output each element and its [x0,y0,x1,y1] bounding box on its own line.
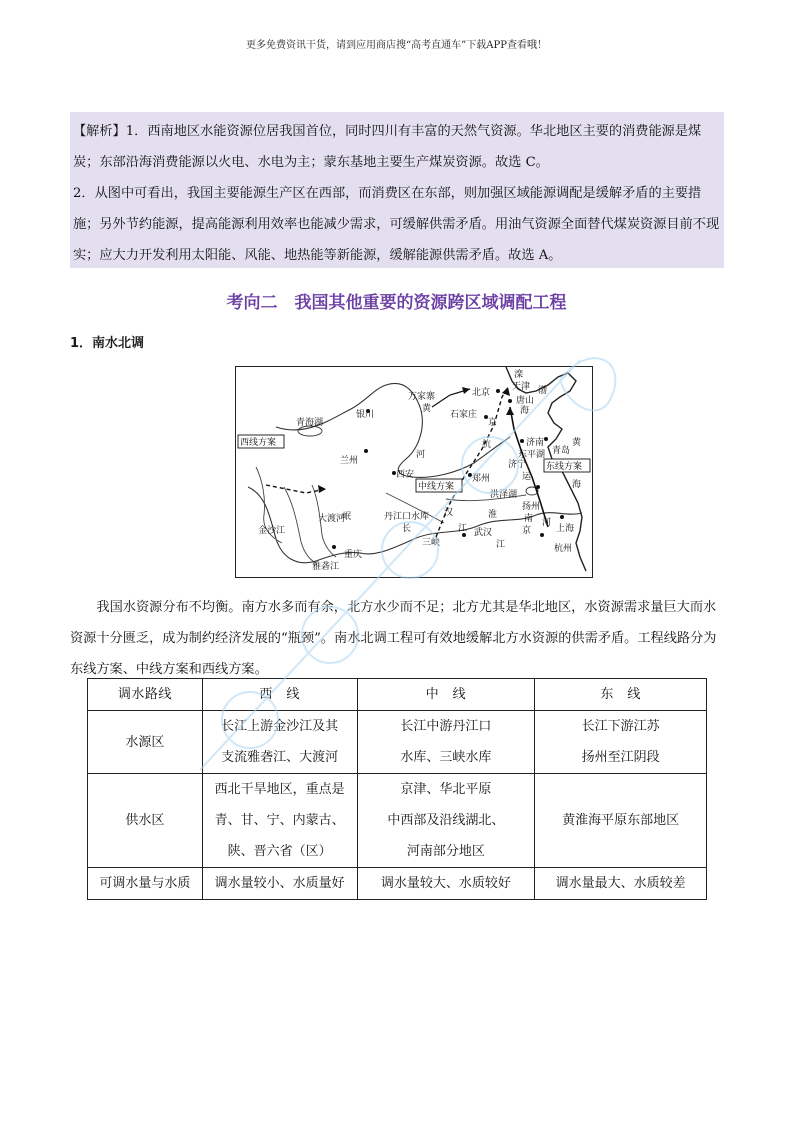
label-jiang: 江 [458,524,468,534]
cell-line: 青、甘、宁、内蒙古、 [214,813,345,828]
label-jing2: 京 [522,526,532,536]
label-yalongjiang: 雅砻江 [312,562,340,572]
label-qingdao: 青岛 [552,446,571,456]
cell-line: 长江上游金沙江及其 [221,719,339,734]
row-label: 水源区 [88,711,203,774]
label-yinchuan: 银川 [356,410,375,420]
west-route-arrow [318,485,326,493]
label-hai-east: 海 [572,480,582,490]
cell-line: 扬州至江阴段 [581,750,660,765]
label-shanghai: 上海 [556,524,575,534]
table-row [88,711,707,774]
cell-middle [357,868,535,900]
label-huai: 淮 [488,510,498,520]
label-hangzhou: 杭州 [554,544,573,554]
cell-line: 京津、华北平原 [400,782,492,797]
label-bo: 渤 [538,386,548,396]
label-jinan: 济南 [526,438,545,448]
label-nan: 南 [524,514,534,524]
table-row [88,774,707,868]
label-danjiangkou: 丹江口水库 [384,512,430,522]
label-huang-sea: 黄 [572,438,582,448]
label-han: 汉 [444,508,454,518]
header-middle: 中 线 [357,679,535,711]
label-tangshan: 唐山 [516,396,535,406]
cell-line: 调水量较小、水质量好 [214,876,345,891]
east-route-arrow [506,407,514,415]
label-beijing: 北京 [472,388,491,398]
label-qinghai-lake: 青海湖 [296,418,324,428]
cell-line: 陕、晋六省（区） [227,844,332,859]
cell-line: 调水量较大、水质较好 [380,876,511,891]
cell-line: 西北干旱地区，重点是 [214,782,345,797]
label-he-north: 河 [416,450,426,460]
cell-line: 中西部及沿线湖北、 [387,813,505,828]
top-banner: 更多免费资讯干货，请到应用商店搜“高考直通车”下载APP查看哦！ [246,40,547,51]
map-svg [236,367,592,577]
yalong-river [284,487,316,563]
label-dadu: 大渡河 [318,514,346,524]
label-chang: 长 [402,524,412,534]
label-sanxia: 三峡 [422,538,441,548]
cell-line: 黄淮海平原东部地区 [562,813,680,828]
label-jiang3: 江 [496,540,506,550]
section-title: 考向二 我国其他重要的资源跨区域调配工程 [226,293,567,313]
analysis-paragraph-1: 【解析】1．西南地区水能资源位居我国首位，同时四川有丰富的天然气资源。华北地区主要的消费能源是煤炭；东部沿海消费能源以火电、水电为主；蒙东基地主要生产煤炭资源。故选 C。 [73,124,702,170]
label-shijiazhuang: 石家庄 [450,410,478,420]
label-yun: 运 [522,472,532,482]
label-hongzehu: 洪泽湖 [490,490,518,500]
middle-route-arrow [502,387,510,396]
cell-east [535,711,707,774]
label-tianjin: 天津 [512,382,531,392]
cell-line: 调水量最大、水质较差 [555,876,686,891]
cell-middle [357,711,535,774]
cell-east [535,868,707,900]
label-huang: 黄 [422,404,432,414]
table-header-row [88,679,707,711]
label-wanjiazhai: 万家寨 [408,392,436,402]
cell-west [202,711,357,774]
label-dongpinghu: 东平湖 [518,450,546,460]
sub-heading: 1．南水北调 [70,336,145,351]
wanjiazhai-arrow [462,387,470,394]
analysis-box [70,112,724,268]
label-jining: 济宁 [508,460,527,470]
label-east-plan: 东线方案 [546,462,583,472]
label-xian: 西安 [396,470,415,480]
water-route-table [87,678,707,900]
yangtze-river [248,487,582,563]
south-north-water-map [235,366,593,578]
cell-east [535,774,707,868]
label-wuhan: 武汉 [474,528,493,538]
label-west-plan: 西线方案 [240,438,277,448]
west-route [266,485,326,493]
label-yangzhou: 扬州 [522,502,541,512]
row-label: 可调水量与水质 [88,868,203,900]
cell-line: 长江中游丹江口 [400,719,492,734]
cell-west [202,868,357,900]
cell-line: 水库、三峡水库 [400,750,492,765]
table-row [88,868,707,900]
header-west: 西 线 [202,679,357,711]
label-jinshajiang: 金沙江 [258,526,286,536]
header-route: 调水路线 [88,679,203,711]
label-hang: 杭 [482,440,492,450]
label-zhengzhou: 郑州 [472,474,491,484]
body-paragraph [70,592,724,685]
label-middle-plan: 中线方案 [418,482,455,492]
label-bo-hai: 海 [520,406,530,416]
label-luan: 滦 [514,370,524,380]
analysis-paragraph-2: 2．从图中可看出，我国主要能源生产区在西部，而消费区在东部，则加强区域能源调配是缓解矛盾的主要措施；另外节约能源，提高能源利用效率也能减少需求，可缓解供需矛盾。用油气资源全面替代煤炭资源目前不现实；应大力开发利用太阳能、风能、地热能等新能源，缓解能源供需矛盾。故选 A。 [73,186,720,263]
header-east: 东 线 [535,679,707,711]
label-lanzhou: 兰州 [340,456,359,466]
cell-line: 河南部分地区 [406,844,485,859]
cell-line: 长江下游江苏 [581,719,660,734]
label-chongqing: 重庆 [344,550,363,560]
label-he-east: 河 [542,518,552,528]
cell-middle [357,774,535,868]
cell-west [202,774,357,868]
row-label: 供水区 [88,774,203,868]
label-min: 岷 [342,512,352,522]
cell-line: 支流雅砻江、大渡河 [221,750,339,765]
label-jing: 京 [488,418,498,428]
body-text: 我国水资源分布不均衡。南方水多而有余，北方水少而不足；北方尤其是华北地区，水资源需求量巨大而水资源十分匮乏，成为制约经济发展的“瓶颈”。南水北调工程可有效地缓解北方水资源的供需矛盾。工程线路分为东线方案、中线方案和西线方案。 [70,600,717,677]
